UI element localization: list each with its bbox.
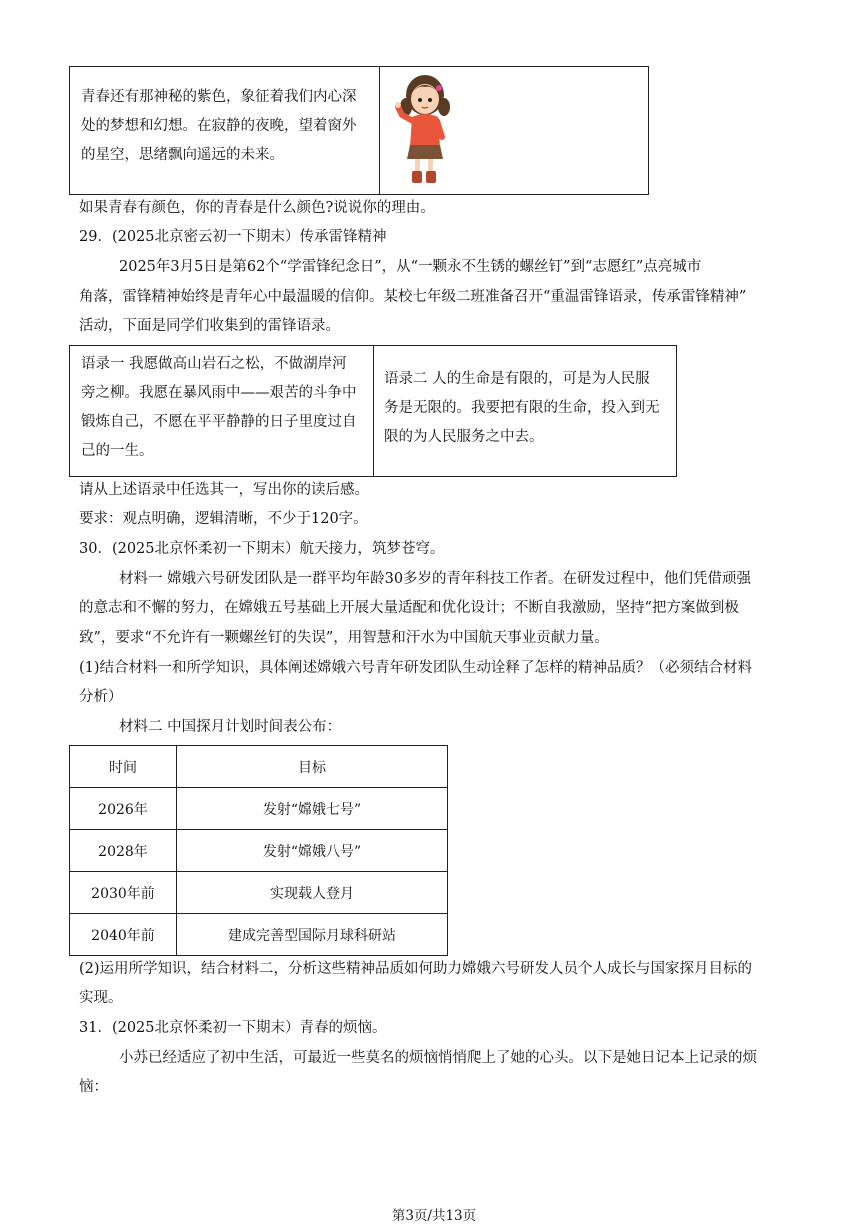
q29-requirement: 要求：观点明确，逻辑清晰，不少于120字。 [79,511,368,527]
table-row: 2040年前 建成完善型国际月球科研站 [70,914,448,956]
quotes-divider [373,346,374,476]
color-box [69,66,649,195]
table-header-row [70,746,448,788]
table-row: 2030年前 实现载人登月 [70,872,448,914]
girl-illustration [392,71,452,189]
sub-question-two: 实现。 [79,990,123,1006]
sub-question-two: (2)运用所学知识，结合材料二，分析这些精神品质如何助力嫦娥六号研发人员个人成长与国家探月目标的 [79,961,753,977]
sub-question-one: 分析） [79,689,123,705]
quote-two: 语录二 人的生命是有限的，可是为人民服 务是无限的。我要把有限的生命，投入到无 限的为人民服务之中去。 [384,371,660,445]
q29-intro-line: 2025年3月5日是第62个“学雷锋纪念日”，从“一颗永不生锈的螺丝钉”到“志愿红”点亮城市 [119,259,702,275]
color-box-divider [379,67,380,194]
sub-question-one: (1)结合材料一和所学知识，具体阐述嫦娥六号青年研发团队生动诠释了怎样的精神品质？（必须结合材料 [79,660,753,676]
q30-heading: 30．(2025北京怀柔初一下期末）航天接力，筑梦苍穹。 [79,541,445,557]
q31-intro-line: 恼： [79,1079,108,1095]
material-one-line: 致”，要求“不允许有一颗螺丝钉的失误”，用智慧和汗水为中国航天事业贡献力量。 [79,630,609,646]
quote-one: 语录一 我愿做高山岩石之松，不做湖岸河 旁之柳。我愿在暴风雨中——艰苦的斗争中 锻炼自己，不愿在平平静静的日子里度过自 己的一生。 [81,356,357,459]
q29-heading: 29．(2025北京密云初一下期末）传承雷锋精神 [79,229,387,245]
q29-intro-line: 活动，下面是同学们收集到的雷锋语录。 [79,318,340,334]
material-two-title: 材料二 中国探月计划时间表公布： [119,719,342,735]
q29-task: 请从上述语录中任选其一，写出你的读后感。 [79,482,369,498]
table-header-time: 时间 [70,746,177,788]
q31-heading: 31．(2025北京怀柔初一下期末）青春的烦恼。 [79,1020,387,1036]
table-header-goal: 目标 [177,746,448,788]
color-box-text: 青春还有那神秘的紫色，象征着我们内心深 处的梦想和幻想。在寂静的夜晚，望着窗外 的星空，思绪飘向遥远的未来。 [81,89,357,163]
quotes-table [69,345,677,477]
page-footer: 第3页/共13页 [391,1208,477,1224]
q29-intro-line: 角落，雷锋精神始终是青年心中最温暖的信仰。某校七年级二班准备召开“重温雷锋语录，传承雷锋精神” [79,289,747,305]
table-row: 2028年 发射“嫦娥八号” [70,830,448,872]
material-one-line: 的意志和不懈的努力，在嫦娥五号基础上开展大量适配和优化设计；不断自我激励，坚持“把方案做到极 [79,600,739,616]
q31-intro-line: 小苏已经适应了初中生活，可最近一些莫名的烦恼悄悄爬上了她的心头。以下是她日记本上记录的烦 [119,1050,757,1066]
moon-plan-table [69,745,448,956]
q28-prompt: 如果青春有颜色，你的青春是什么颜色?说说你的理由。 [79,200,435,216]
table-row: 2026年 发射“嫦娥七号” [70,788,448,830]
material-one-line: 材料一 嫦娥六号研发团队是一群平均年龄30多岁的青年科技工作者。在研发过程中，他们凭借顽强 [119,571,752,587]
